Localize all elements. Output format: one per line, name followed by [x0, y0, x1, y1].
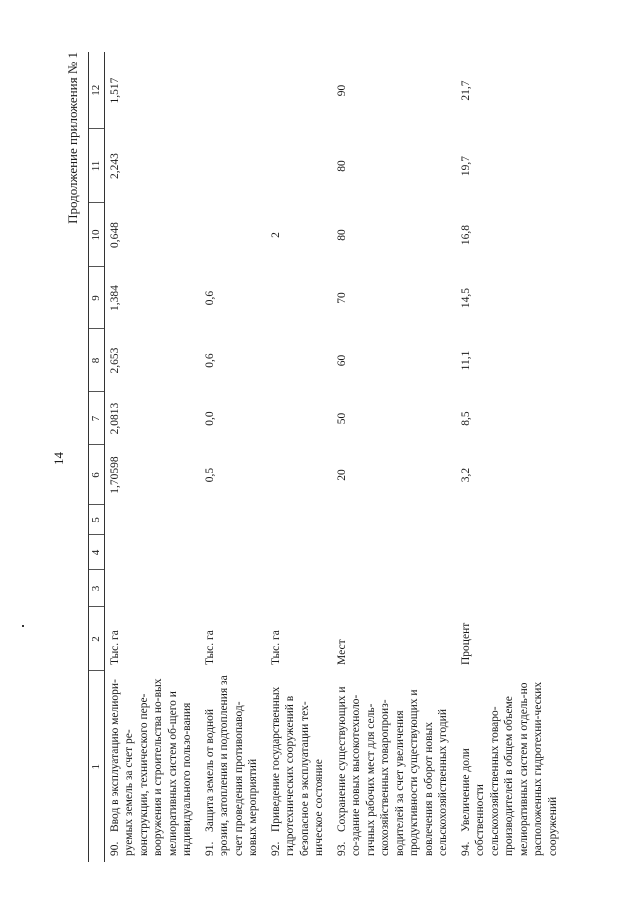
value-cell: [200, 570, 266, 607]
value-cell: 80: [335, 160, 348, 172]
value-cell: [200, 52, 266, 129]
value-cell: 21,7: [459, 80, 472, 101]
table-row: [104, 52, 200, 862]
value-cell: [266, 52, 332, 129]
value-cell: [200, 505, 266, 535]
column-header: 4: [89, 535, 105, 570]
value-cell: 60: [335, 354, 348, 367]
value-cell: [104, 505, 200, 535]
appendix-caption: Продолжение приложения № 1: [65, 52, 80, 224]
value-cell: 90: [335, 84, 348, 97]
table-row: [456, 52, 566, 862]
value-cell: [200, 535, 266, 570]
indicator-description: Защита земель от водной эрозии, затопления и подтопления за счет проведения противопавод-ковых мероприятий: [203, 675, 259, 856]
value-cell: 3,2: [459, 467, 472, 483]
column-header: 1: [89, 671, 105, 862]
value-cell: 2: [269, 232, 282, 238]
value-cell: 80: [335, 229, 348, 241]
value-cell: [266, 267, 332, 329]
header-row: [89, 52, 105, 862]
table-row: [266, 52, 332, 862]
table-row: [200, 52, 266, 862]
value-cell: 0,648: [108, 222, 121, 248]
value-cell: [266, 570, 332, 607]
value-cell: 0,6: [203, 353, 216, 368]
value-cell: [456, 505, 566, 535]
value-cell: [200, 129, 266, 203]
value-cell: 14,5: [459, 287, 472, 309]
indicator-cell: [266, 671, 332, 862]
value-cell: 16,8: [459, 224, 472, 246]
value-cell: [266, 505, 332, 535]
value-cell: 0,5: [203, 467, 216, 483]
value-cell: 0,6: [203, 290, 216, 306]
value-cell: [266, 392, 332, 445]
indicator-cell: [200, 671, 266, 862]
value-cell: 2,0813: [108, 402, 121, 435]
value-cell: 50: [335, 412, 348, 425]
column-header: 2: [89, 607, 105, 671]
column-header: 12: [89, 52, 105, 129]
value-cell: [332, 570, 456, 607]
row-number: 90.: [108, 841, 121, 856]
value-cell: 19,7: [459, 155, 472, 177]
value-cell: 0,0: [203, 411, 216, 426]
value-cell: 8,5: [459, 411, 472, 426]
table-row: [332, 52, 456, 862]
column-header: 10: [89, 203, 105, 267]
column-header: 8: [89, 329, 105, 392]
value-cell: 20: [335, 469, 348, 481]
indicator-description: Увеличение доли собственности сельскохозяйственных товаро-производителей в общем объеме мелиоративных систем и отдель-но расположенных гидротехни-ческих сооружений: [459, 681, 559, 856]
value-cell: [104, 570, 200, 607]
indicator-cell: [456, 671, 566, 862]
column-header: 6: [89, 445, 105, 505]
column-header: 3: [89, 570, 105, 607]
unit-cell: Тыс. га: [108, 630, 121, 665]
column-header: 9: [89, 267, 105, 329]
value-cell: [332, 505, 456, 535]
value-cell: [456, 535, 566, 570]
value-cell: [332, 535, 456, 570]
unit-cell: Процент: [459, 622, 472, 665]
page-number: 14: [51, 452, 66, 465]
value-cell: [266, 329, 332, 392]
indicator-description: Сохранение существующих и со-здание новых высокотехноло-гичных рабочих мест для сель-скохозяйственных товаропроиз-водителей за счет увеличения продуктивности существующих и вовлечения в оборот новых сельскохозяйственных угодий: [335, 686, 449, 856]
row-number: 93.: [335, 841, 348, 856]
unit-cell: Тыс. га: [269, 630, 282, 665]
value-cell: [266, 445, 332, 505]
value-cell: 1,384: [108, 285, 121, 311]
indicator-description: Приведение государственных гидротехнических сооружений в безопасное в эксплуатации тех-ническое состояние: [269, 686, 325, 856]
value-cell: [456, 570, 566, 607]
value-cell: [200, 203, 266, 267]
column-header: 7: [89, 392, 105, 445]
indicator-cell: [332, 671, 456, 862]
row-number: 91.: [203, 841, 216, 856]
unit-cell: Тыс. га: [203, 630, 216, 665]
scan-speck: [22, 625, 24, 627]
column-header: 5: [89, 505, 105, 535]
value-cell: 1,70598: [108, 456, 121, 494]
value-cell: [266, 129, 332, 203]
unit-cell: Мест: [335, 639, 348, 665]
value-cell: 70: [335, 292, 348, 304]
indicators-table: [88, 52, 565, 862]
value-cell: 1,517: [108, 77, 121, 104]
indicator-cell: [104, 671, 200, 862]
value-cell: [266, 535, 332, 570]
value-cell: [104, 535, 200, 570]
column-header: 11: [89, 129, 105, 203]
value-cell: 11,1: [459, 350, 472, 371]
indicator-description: Ввод в эксплуатацию мелиори-руемых земель за счет ре-конструкции, технического пере-вооружения и строительства но-вых мелиоративных систем об-щего и индивидуального пользо-вания: [108, 678, 193, 856]
value-cell: 2,653: [108, 347, 121, 374]
rotated-table-sheet: [51, 52, 565, 862]
row-number: 92.: [269, 841, 282, 856]
value-cell: 2,243: [108, 153, 121, 179]
row-number: 94.: [459, 841, 472, 856]
